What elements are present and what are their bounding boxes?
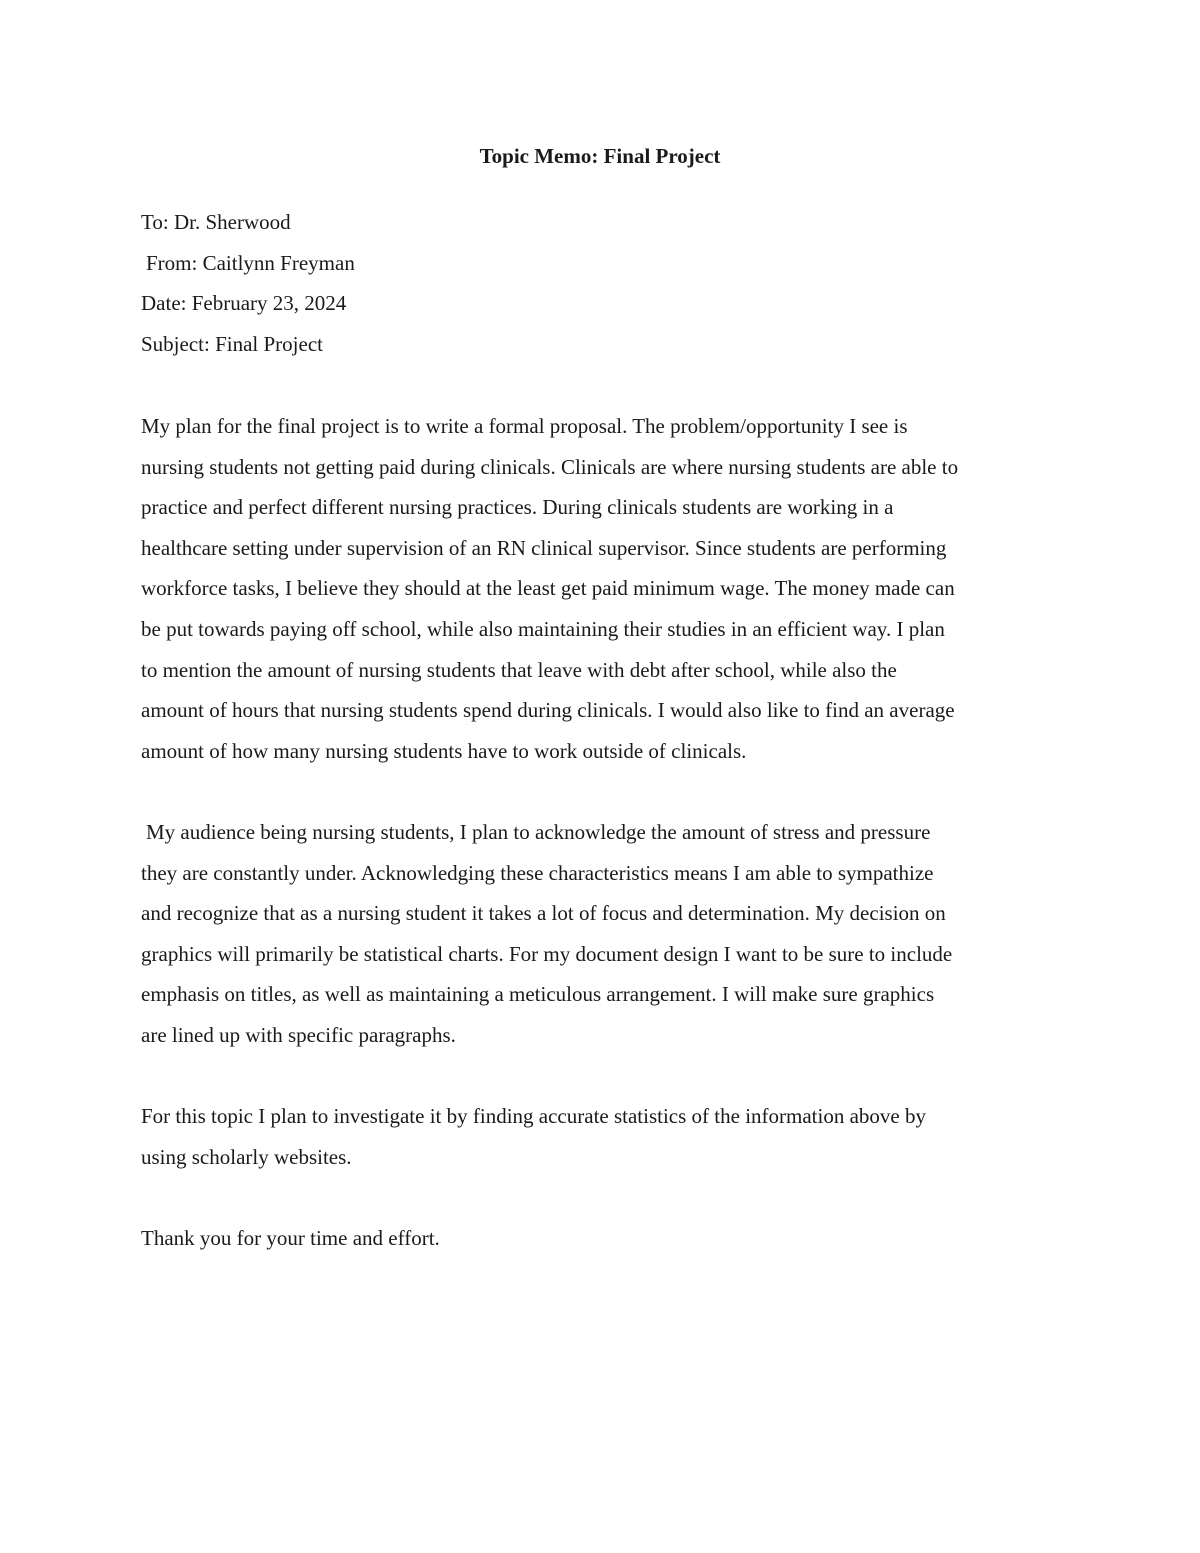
paragraph-line: to mention the amount of nursing students that leave with debt after school, while also the	[141, 657, 897, 682]
paragraph-line: they are constantly under. Acknowledging these characteristics means I am able to sympathize	[141, 860, 934, 885]
paragraph-plan	[141, 406, 1071, 771]
memo-title: Topic Memo: Final Project	[479, 144, 721, 168]
memo-subject: Subject: Final Project	[141, 331, 323, 356]
paragraph-line: amount of how many nursing students have to work outside of clinicals.	[141, 738, 747, 763]
paragraph-line: workforce tasks, I believe they should at the least get paid minimum wage. The money made can	[141, 576, 955, 601]
paragraph-investigation	[141, 1096, 1071, 1177]
memo-date: Date: February 23, 2024	[141, 291, 347, 316]
memo-header	[141, 202, 1071, 364]
paragraph-line: are lined up with specific paragraphs.	[141, 1022, 456, 1047]
paragraph-line: graphics will primarily be statistical charts. For my document design I want to be sure to include	[141, 941, 953, 966]
paragraph-line: be put towards paying off school, while also maintaining their studies in an efficient way. I plan	[141, 616, 945, 641]
paragraph-line: My plan for the final project is to write a formal proposal. The problem/opportunity I see is	[141, 414, 908, 438]
paragraph-line: For this topic I plan to investigate it by finding accurate statistics of the information above by	[141, 1104, 926, 1128]
paragraph-line: amount of hours that nursing students spend during clinicals. I would also like to find an average	[141, 698, 955, 723]
paragraph-line: My audience being nursing students, I plan to acknowledge the amount of stress and pressure	[146, 820, 931, 844]
paragraph-audience	[141, 812, 1071, 1056]
memo-from: From: Caitlynn Freyman	[146, 250, 355, 275]
paragraph-line: and recognize that as a nursing student it takes a lot of focus and determination. My decision on	[141, 901, 946, 926]
paragraph-line: healthcare setting under supervision of an RN clinical supervisor. Since students are performing	[141, 535, 947, 560]
paragraph-line: emphasis on titles, as well as maintaining a meticulous arrangement. I will make sure graphics	[141, 982, 935, 1007]
paragraph-line: using scholarly websites.	[141, 1144, 352, 1169]
paragraph-line: Thank you for your time and effort.	[141, 1226, 440, 1250]
memo-to: To: Dr. Sherwood	[141, 210, 291, 234]
paragraph-line: practice and perfect different nursing practices. During clinicals students are working in a	[141, 495, 894, 520]
paragraph-closing	[141, 1218, 1071, 1259]
paragraph-line: nursing students not getting paid during clinicals. Clinicals are where nursing students are able to	[141, 454, 959, 479]
